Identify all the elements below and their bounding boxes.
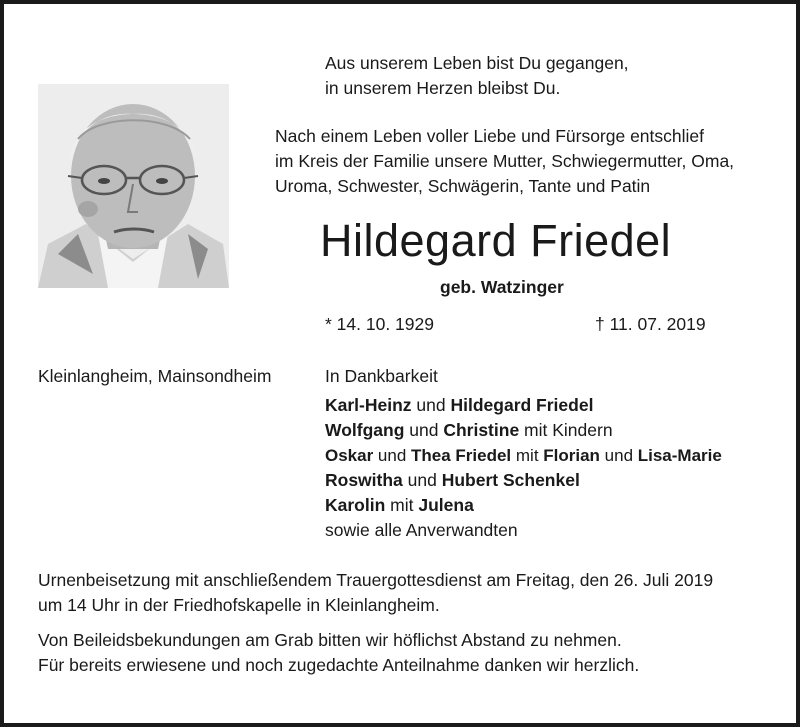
quote-line-1: Aus unserem Leben bist Du gegangen,	[325, 53, 629, 73]
connector: mit	[385, 495, 419, 515]
mourner-name: Karl-Heinz	[325, 395, 412, 415]
connector: mit	[511, 446, 544, 465]
mourner-line-2	[325, 418, 613, 443]
mourner-line-6: sowie alle Anverwandten	[325, 520, 518, 540]
maiden-name: geb. Watzinger	[440, 277, 564, 297]
mourner-name: Lisa-Marie	[637, 446, 722, 465]
intro-line-1: Nach einem Leben voller Liebe und Fürsorge entschlief	[275, 126, 705, 146]
mourner-line-4	[325, 468, 580, 493]
portrait-photo	[38, 84, 229, 288]
death-date: † 11. 07. 2019	[595, 314, 706, 334]
quote-line-2: in unserem Herzen bleibst Du.	[325, 78, 561, 98]
mourner-name: Hildegard Friedel	[450, 395, 594, 415]
location: Kleinlangheim, Mainsondheim	[38, 366, 272, 386]
mourner-name: Roswitha	[325, 470, 403, 490]
mourner-line-1	[325, 393, 593, 418]
funeral-line-1: Urnenbeisetzung mit anschließendem Trauergottesdienst am Freitag, den 26. Juli 2019	[38, 570, 714, 590]
connector: und	[411, 395, 451, 415]
mourner-name: Christine	[443, 420, 520, 440]
connector: mit Kindern	[519, 420, 613, 440]
mourner-name: Florian	[543, 446, 600, 465]
mourner-name: Thea Friedel	[411, 446, 512, 465]
closing-line-2: Für bereits erwiesene und noch zugedachte Anteilnahme danken wir herzlich.	[38, 655, 640, 675]
connector: und	[599, 446, 638, 465]
connector: und	[373, 446, 412, 465]
mourner-name: Oskar	[325, 446, 374, 465]
mourner-line-3	[325, 443, 722, 468]
intro-line-3: Uroma, Schwester, Schwägerin, Tante und Patin	[275, 176, 651, 196]
closing-line-1: Von Beileidsbekundungen am Grab bitten wir höflichst Abstand zu nehmen.	[38, 630, 622, 650]
mourner-line-5	[325, 493, 474, 518]
birth-date: * 14. 10. 1929	[325, 314, 434, 334]
deceased-name: Hildegard Friedel	[320, 215, 672, 266]
mourners-intro: In Dankbarkeit	[325, 366, 438, 386]
mourner-name: Wolfgang	[325, 420, 405, 440]
mourner-name: Hubert Schenkel	[441, 470, 580, 490]
funeral-line-2: um 14 Uhr in der Friedhofskapelle in Kleinlangheim.	[38, 595, 440, 615]
connector: und	[404, 420, 444, 440]
mourner-name: Karolin	[325, 495, 386, 515]
intro-line-2: im Kreis der Familie unsere Mutter, Schwiegermutter, Oma,	[275, 151, 735, 171]
mourner-name: Julena	[418, 495, 474, 515]
connector: und	[402, 470, 442, 490]
